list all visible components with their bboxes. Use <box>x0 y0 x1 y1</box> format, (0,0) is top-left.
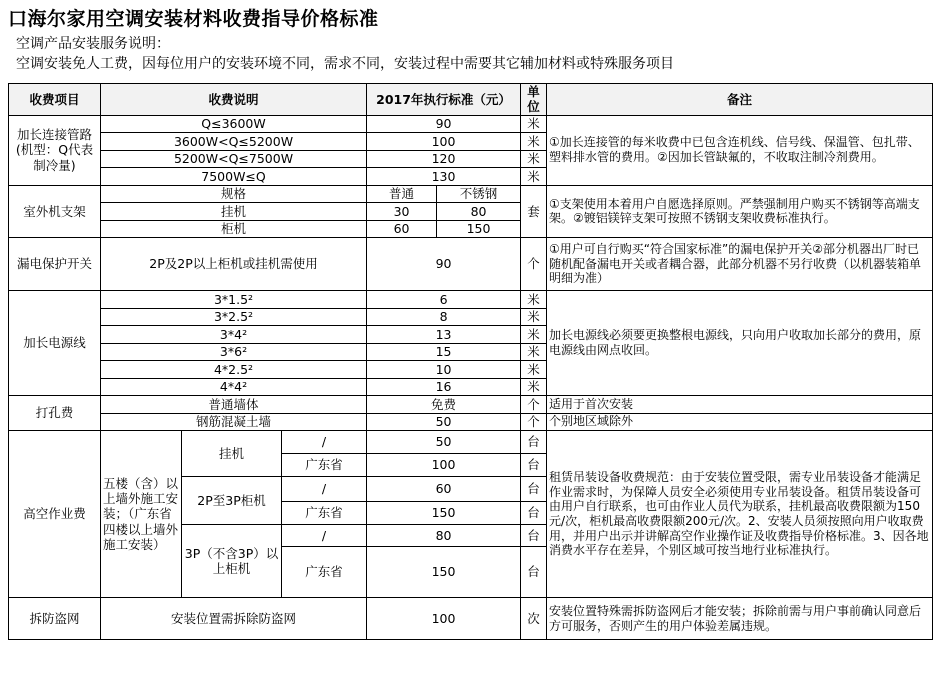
power-desc: 3*4² <box>101 326 367 344</box>
drill-desc: 钢筋混凝土墙 <box>101 413 367 431</box>
pipe-price: 130 <box>367 168 521 186</box>
guard-desc: 安装位置需拆除防盗网 <box>101 598 367 640</box>
guard-unit: 次 <box>521 598 547 640</box>
high-unit: 台 <box>521 547 547 598</box>
power-price: 13 <box>367 326 521 344</box>
table-row <box>9 431 933 454</box>
power-unit: 米 <box>521 326 547 344</box>
high-price: 50 <box>367 431 521 454</box>
table-row <box>9 598 933 640</box>
drill-unit: 个 <box>521 396 547 414</box>
header-unit: 单位 <box>521 84 547 116</box>
bracket-steel-head: 不锈钢 <box>437 185 521 203</box>
header-desc: 收费说明 <box>101 84 367 116</box>
high-region: 广东省 <box>282 547 367 598</box>
high-price: 100 <box>367 454 521 477</box>
high-unit: 台 <box>521 477 547 502</box>
table-row <box>9 291 933 309</box>
power-unit: 米 <box>521 343 547 361</box>
drill-desc: 普通墙体 <box>101 396 367 414</box>
power-unit: 米 <box>521 308 547 326</box>
intro-line-1: 空调产品安装服务说明： <box>16 36 170 52</box>
pipe-desc: 3600W<Q≤5200W <box>101 133 367 151</box>
table-row <box>9 115 933 133</box>
leakage-price: 90 <box>367 238 521 291</box>
table-row <box>9 413 933 431</box>
high-region: / <box>282 431 367 454</box>
power-desc: 4*4² <box>101 378 367 396</box>
pipe-price: 90 <box>367 115 521 133</box>
drill-price: 免费 <box>367 396 521 414</box>
table-row <box>9 185 933 203</box>
high-region: 广东省 <box>282 502 367 525</box>
high-note: 租赁吊装设备收费规范：由于安装位置受限，需专业吊装设备才能满足作业需求时，为保障人员安全必须使用专业吊装设备。租赁吊装设备可由用户自行联系，也可由作业人员代为联系，挂机最高收费限额为150元/次，柜机最高收费限额200元/次。2、安装人员须按照向用户收取费用，并用户出示并讲解高空作业操作证及收费指导价格标准。3、因各地消费水平存在差异，个别区域可按当地行业标准执行。 <box>547 431 933 598</box>
header-row <box>9 84 933 116</box>
leakage-note: ①用户可自行购买“符合国家标准”的漏电保护开关②部分机器出厂时已随机配备漏电开关或者耦合器，此部分机器不另行收费（以机器装箱单明细为准） <box>547 238 933 291</box>
header-item: 收费项目 <box>9 84 101 116</box>
drill-unit: 个 <box>521 413 547 431</box>
high-price: 60 <box>367 477 521 502</box>
bracket-normal-head: 普通 <box>367 185 437 203</box>
pipe-desc: 7500W≤Q <box>101 168 367 186</box>
header-std: 2017年执行标准（元） <box>367 84 521 116</box>
pipe-price: 100 <box>367 133 521 151</box>
power-price: 6 <box>367 291 521 309</box>
high-price: 80 <box>367 525 521 547</box>
table-row <box>9 238 933 291</box>
high-condition: 五楼（含）以上墙外施工安装；（广东省四楼以上墙外施工安装） <box>101 431 182 598</box>
high-type: 挂机 <box>182 431 282 477</box>
guard-price: 100 <box>367 598 521 640</box>
power-price: 8 <box>367 308 521 326</box>
pipe-desc: Q≤3600W <box>101 115 367 133</box>
bracket-desc: 柜机 <box>101 220 367 238</box>
header-note: 备注 <box>547 84 933 116</box>
page-title: 口海尔家用空调安装材料收费指导价格标准 <box>8 8 379 30</box>
power-desc: 4*2.5² <box>101 361 367 379</box>
leakage-label: 漏电保护开关 <box>9 238 101 291</box>
power-desc: 3*1.5² <box>101 291 367 309</box>
bracket-unit: 套 <box>521 185 547 238</box>
high-unit: 台 <box>521 502 547 525</box>
power-price: 10 <box>367 361 521 379</box>
high-type: 2P至3P柜机 <box>182 477 282 525</box>
drill-note: 适用于首次安装 <box>547 396 933 414</box>
leakage-unit: 个 <box>521 238 547 291</box>
guard-label: 拆防盗网 <box>9 598 101 640</box>
high-unit: 台 <box>521 525 547 547</box>
pipe-unit: 米 <box>521 133 547 151</box>
table-row <box>9 396 933 414</box>
high-region: / <box>282 525 367 547</box>
guard-note: 安装位置特殊需拆防盗网后才能安装；拆除前需与用户事前确认同意后方可服务，否则产生的用户体验差属违规。 <box>547 598 933 640</box>
drill-label: 打孔费 <box>9 396 101 431</box>
bracket-steel: 80 <box>437 203 521 221</box>
drill-price: 50 <box>367 413 521 431</box>
high-region: / <box>282 477 367 502</box>
pipe-unit: 米 <box>521 168 547 186</box>
high-price: 150 <box>367 502 521 525</box>
intro-line-2: 空调安装免人工费，因每位用户的安装环境不同，需求不同，安装过程中需要其它辅加材料或特殊服务项目 <box>16 56 674 72</box>
bracket-desc: 挂机 <box>101 203 367 221</box>
pipe-unit: 米 <box>521 150 547 168</box>
power-unit: 米 <box>521 291 547 309</box>
bracket-normal: 30 <box>367 203 437 221</box>
high-unit: 台 <box>521 431 547 454</box>
high-type: 3P（不含3P）以上柜机 <box>182 525 282 598</box>
power-price: 15 <box>367 343 521 361</box>
bracket-note: ①支架使用本着用户自愿选择原则。严禁强制用户购买不锈钢等高端支架。②镀铝镁锌支架可按照不锈钢支架收费标准执行。 <box>547 185 933 238</box>
power-price: 16 <box>367 378 521 396</box>
bracket-steel: 150 <box>437 220 521 238</box>
high-label: 高空作业费 <box>9 431 101 598</box>
bracket-label: 室外机支架 <box>9 185 101 238</box>
high-price: 150 <box>367 547 521 598</box>
high-region: 广东省 <box>282 454 367 477</box>
power-desc: 3*2.5² <box>101 308 367 326</box>
power-unit: 米 <box>521 378 547 396</box>
pipe-desc: 5200W<Q≤7500W <box>101 150 367 168</box>
power-note: 加长电源线必须要更换整根电源线，只向用户收取加长部分的费用，原电源线由网点收回。 <box>547 291 933 396</box>
bracket-spec-head: 规格 <box>101 185 367 203</box>
drill-note: 个别地区域除外 <box>547 413 933 431</box>
pipe-unit: 米 <box>521 115 547 133</box>
price-table <box>8 83 933 640</box>
power-unit: 米 <box>521 361 547 379</box>
power-label: 加长电源线 <box>9 291 101 396</box>
pipe-note: ①加长连接管的每米收费中已包含连机线、信号线、保温管、包扎带、塑料排水管的费用。②因加长管缺氟的，不收取注制冷剂费用。 <box>547 115 933 185</box>
power-desc: 3*6² <box>101 343 367 361</box>
bracket-normal: 60 <box>367 220 437 238</box>
high-unit: 台 <box>521 454 547 477</box>
pipe-label: 加长连接管路(机型：Q代表制冷量) <box>9 115 101 185</box>
pipe-price: 120 <box>367 150 521 168</box>
leakage-desc: 2P及2P以上柜机或挂机需使用 <box>101 238 367 291</box>
